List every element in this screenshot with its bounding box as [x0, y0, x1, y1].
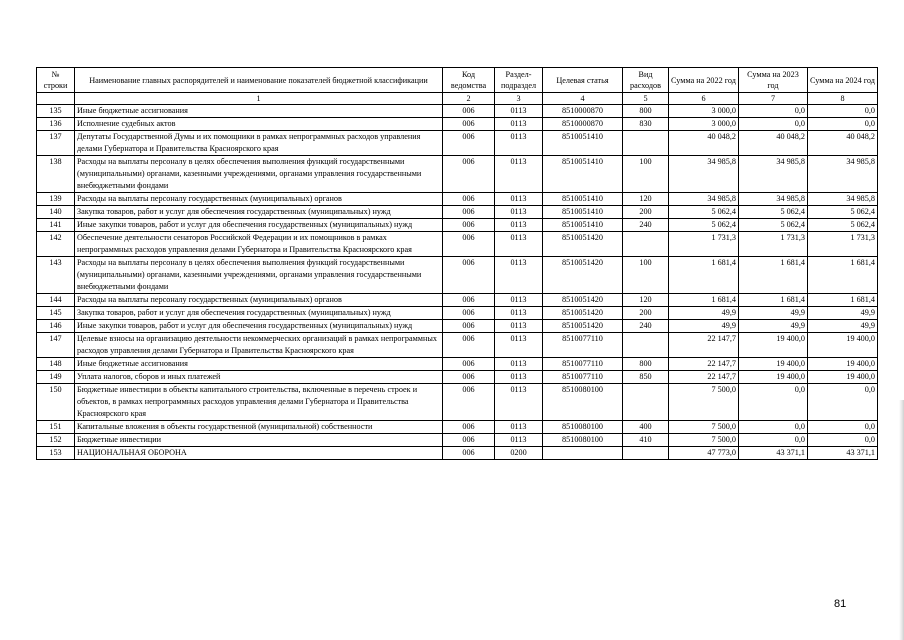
row-sum-2022: 40 048,2 — [669, 131, 739, 156]
row-section: 0113 — [495, 118, 543, 131]
row-section: 0113 — [495, 105, 543, 118]
row-number: 150 — [37, 384, 75, 421]
header-row — [37, 68, 878, 93]
row-expense-kind: 120 — [623, 294, 669, 307]
row-sum-2024: 1 681,4 — [808, 257, 878, 294]
header-sum-2022: Сумма на 2022 год — [669, 68, 739, 93]
row-name: Иные закупки товаров, работ и услуг для обеспечения государственных (муниципальных) нужд — [75, 320, 443, 333]
row-sum-2022: 1 731,3 — [669, 232, 739, 257]
column-number: 5 — [623, 93, 669, 105]
row-expense-kind: 100 — [623, 156, 669, 193]
table-row — [37, 294, 878, 307]
row-sum-2024: 5 062,4 — [808, 206, 878, 219]
row-target-article: 8510077110 — [543, 358, 623, 371]
row-target-article: 8510051420 — [543, 307, 623, 320]
row-dept-code: 006 — [443, 307, 495, 320]
table-row — [37, 434, 878, 447]
table-body — [37, 105, 878, 460]
row-dept-code: 006 — [443, 118, 495, 131]
row-section: 0113 — [495, 131, 543, 156]
row-sum-2022: 49,9 — [669, 320, 739, 333]
row-dept-code: 006 — [443, 358, 495, 371]
row-expense-kind: 240 — [623, 219, 669, 232]
row-sum-2023: 19 400,0 — [739, 333, 808, 358]
row-sum-2024: 0,0 — [808, 434, 878, 447]
row-expense-kind — [623, 333, 669, 358]
row-sum-2023: 34 985,8 — [739, 193, 808, 206]
header-sum-2023: Сумма на 2023 год — [739, 68, 808, 93]
row-section: 0113 — [495, 320, 543, 333]
row-number: 141 — [37, 219, 75, 232]
table-row — [37, 447, 878, 460]
header-article: Целевая статья — [543, 68, 623, 93]
row-expense-kind: 410 — [623, 434, 669, 447]
row-name: Иные бюджетные ассигнования — [75, 358, 443, 371]
table-row — [37, 358, 878, 371]
row-expense-kind — [623, 232, 669, 257]
row-sum-2024: 1 681,4 — [808, 294, 878, 307]
row-sum-2023: 1 681,4 — [739, 294, 808, 307]
row-target-article: 8510000870 — [543, 105, 623, 118]
row-dept-code: 006 — [443, 333, 495, 358]
row-target-article: 8510077110 — [543, 333, 623, 358]
row-sum-2022: 49,9 — [669, 307, 739, 320]
row-sum-2022: 34 985,8 — [669, 156, 739, 193]
row-sum-2022: 7 500,0 — [669, 384, 739, 421]
row-expense-kind: 800 — [623, 358, 669, 371]
column-number: 3 — [495, 93, 543, 105]
row-number: 153 — [37, 447, 75, 460]
row-section: 0113 — [495, 333, 543, 358]
row-dept-code: 006 — [443, 447, 495, 460]
row-name: Капитальные вложения в объекты государственной (муниципальной) собственности — [75, 421, 443, 434]
row-number: 148 — [37, 358, 75, 371]
row-dept-code: 006 — [443, 131, 495, 156]
row-target-article: 8510051420 — [543, 320, 623, 333]
table-row — [37, 257, 878, 294]
row-sum-2022: 34 985,8 — [669, 193, 739, 206]
table-row — [37, 333, 878, 358]
row-sum-2023: 1 731,3 — [739, 232, 808, 257]
row-target-article: 8510000870 — [543, 118, 623, 131]
row-sum-2023: 0,0 — [739, 118, 808, 131]
column-number — [37, 93, 75, 105]
row-number: 149 — [37, 371, 75, 384]
row-section: 0113 — [495, 206, 543, 219]
row-name: Депутаты Государственной Думы и их помощники в рамках непрограммных расходов управления делами Губернатора и Правительства Красноярского края — [75, 131, 443, 156]
row-dept-code: 006 — [443, 156, 495, 193]
row-number: 139 — [37, 193, 75, 206]
column-number: 2 — [443, 93, 495, 105]
row-number: 136 — [37, 118, 75, 131]
row-sum-2024: 49,9 — [808, 307, 878, 320]
table-row — [37, 206, 878, 219]
row-name: Расходы на выплаты персоналу государственных (муниципальных) органов — [75, 294, 443, 307]
row-sum-2023: 0,0 — [739, 105, 808, 118]
row-dept-code: 006 — [443, 320, 495, 333]
table-row — [37, 156, 878, 193]
row-dept-code: 006 — [443, 257, 495, 294]
row-sum-2023: 5 062,4 — [739, 219, 808, 232]
row-sum-2023: 0,0 — [739, 421, 808, 434]
table-row — [37, 421, 878, 434]
row-section: 0113 — [495, 371, 543, 384]
row-dept-code: 006 — [443, 294, 495, 307]
row-sum-2023: 49,9 — [739, 307, 808, 320]
row-dept-code: 006 — [443, 371, 495, 384]
row-name: НАЦИОНАЛЬНАЯ ОБОРОНА — [75, 447, 443, 460]
row-dept-code: 006 — [443, 232, 495, 257]
row-sum-2024: 5 062,4 — [808, 219, 878, 232]
budget-table — [36, 67, 878, 460]
row-sum-2022: 22 147,7 — [669, 358, 739, 371]
row-name: Иные закупки товаров, работ и услуг для обеспечения государственных (муниципальных) нужд — [75, 219, 443, 232]
row-name: Расходы на выплаты персоналу государственных (муниципальных) органов — [75, 193, 443, 206]
row-sum-2024: 19 400,0 — [808, 333, 878, 358]
table-row — [37, 384, 878, 421]
header-sum-2024: Сумма на 2024 год — [808, 68, 878, 93]
row-name: Расходы на выплаты персоналу в целях обеспечения выполнения функций государственными (муниципальными) органами, казенными учреждениями, органами управления государственными внебюджетными фондами — [75, 257, 443, 294]
header-code: Код ведомства — [443, 68, 495, 93]
row-target-article: 8510080100 — [543, 421, 623, 434]
row-sum-2022: 1 681,4 — [669, 294, 739, 307]
row-section: 0113 — [495, 358, 543, 371]
row-target-article: 8510080100 — [543, 384, 623, 421]
row-section: 0113 — [495, 384, 543, 421]
row-number: 140 — [37, 206, 75, 219]
row-number: 143 — [37, 257, 75, 294]
column-number: 4 — [543, 93, 623, 105]
row-section: 0113 — [495, 193, 543, 206]
row-expense-kind: 800 — [623, 105, 669, 118]
row-target-article: 8510051420 — [543, 294, 623, 307]
column-number: 8 — [808, 93, 878, 105]
row-name: Уплата налогов, сборов и иных платежей — [75, 371, 443, 384]
row-dept-code: 006 — [443, 219, 495, 232]
row-sum-2023: 5 062,4 — [739, 206, 808, 219]
row-name: Закупка товаров, работ и услуг для обеспечения государственных (муниципальных) нужд — [75, 307, 443, 320]
row-number: 137 — [37, 131, 75, 156]
row-target-article — [543, 447, 623, 460]
row-dept-code: 006 — [443, 193, 495, 206]
row-section: 0113 — [495, 156, 543, 193]
row-name: Исполнение судебных актов — [75, 118, 443, 131]
row-name: Иные бюджетные ассигнования — [75, 105, 443, 118]
row-expense-kind: 100 — [623, 257, 669, 294]
row-dept-code: 006 — [443, 434, 495, 447]
row-expense-kind: 240 — [623, 320, 669, 333]
row-number: 135 — [37, 105, 75, 118]
row-sum-2022: 5 062,4 — [669, 206, 739, 219]
row-sum-2024: 0,0 — [808, 384, 878, 421]
row-target-article: 8510051410 — [543, 219, 623, 232]
row-name: Расходы на выплаты персоналу в целях обеспечения выполнения функций государственными (муниципальными) органами, казенными учреждениями, органами управления государственными внебюджетными фондами — [75, 156, 443, 193]
row-target-article: 8510051410 — [543, 156, 623, 193]
header-no: № строки — [37, 68, 75, 93]
column-number-row — [37, 93, 878, 105]
row-sum-2023: 40 048,2 — [739, 131, 808, 156]
row-sum-2022: 5 062,4 — [669, 219, 739, 232]
row-sum-2024: 19 400,0 — [808, 371, 878, 384]
table-row — [37, 307, 878, 320]
row-name: Целевые взносы на организацию деятельности некоммерческих организаций в рамках непрограммных расходов управления делами Губернатора и Правительства Красноярского края — [75, 333, 443, 358]
row-expense-kind: 200 — [623, 307, 669, 320]
row-sum-2023: 0,0 — [739, 434, 808, 447]
row-section: 0200 — [495, 447, 543, 460]
row-dept-code: 006 — [443, 206, 495, 219]
row-section: 0113 — [495, 232, 543, 257]
row-sum-2024: 40 048,2 — [808, 131, 878, 156]
scan-edge-shadow — [899, 400, 904, 640]
row-sum-2023: 1 681,4 — [739, 257, 808, 294]
row-dept-code: 006 — [443, 384, 495, 421]
row-expense-kind: 850 — [623, 371, 669, 384]
row-name: Бюджетные инвестиции — [75, 434, 443, 447]
row-number: 146 — [37, 320, 75, 333]
row-sum-2024: 19 400,0 — [808, 358, 878, 371]
row-target-article: 8510051420 — [543, 257, 623, 294]
row-sum-2023: 34 985,8 — [739, 156, 808, 193]
row-sum-2022: 3 000,0 — [669, 118, 739, 131]
row-dept-code: 006 — [443, 105, 495, 118]
row-sum-2022: 3 000,0 — [669, 105, 739, 118]
column-number: 6 — [669, 93, 739, 105]
row-expense-kind — [623, 131, 669, 156]
row-name: Закупка товаров, работ и услуг для обеспечения государственных (муниципальных) нужд — [75, 206, 443, 219]
row-sum-2022: 7 500,0 — [669, 434, 739, 447]
row-number: 142 — [37, 232, 75, 257]
row-expense-kind: 200 — [623, 206, 669, 219]
table-row — [37, 105, 878, 118]
row-sum-2022: 47 773,0 — [669, 447, 739, 460]
row-sum-2024: 1 731,3 — [808, 232, 878, 257]
table-row — [37, 131, 878, 156]
row-dept-code: 006 — [443, 421, 495, 434]
row-section: 0113 — [495, 257, 543, 294]
row-expense-kind: 400 — [623, 421, 669, 434]
row-sum-2023: 43 371,1 — [739, 447, 808, 460]
row-section: 0113 — [495, 294, 543, 307]
row-number: 151 — [37, 421, 75, 434]
row-name: Бюджетные инвестиции в объекты капитального строительства, включенные в перечень строек и объектов, в рамках непрограммных расходов управления делами Губернатора и Правительства Красноярского края — [75, 384, 443, 421]
row-expense-kind — [623, 384, 669, 421]
row-sum-2022: 1 681,4 — [669, 257, 739, 294]
table-row — [37, 118, 878, 131]
row-sum-2022: 7 500,0 — [669, 421, 739, 434]
page-number: 81 — [834, 598, 847, 610]
table-row — [37, 232, 878, 257]
row-sum-2023: 19 400,0 — [739, 358, 808, 371]
row-sum-2024: 0,0 — [808, 421, 878, 434]
row-sum-2024: 34 985,8 — [808, 156, 878, 193]
row-sum-2022: 22 147,7 — [669, 333, 739, 358]
row-target-article: 8510051410 — [543, 193, 623, 206]
row-section: 0113 — [495, 307, 543, 320]
row-section: 0113 — [495, 434, 543, 447]
column-number: 7 — [739, 93, 808, 105]
row-number: 138 — [37, 156, 75, 193]
header-name: Наименование главных распорядителей и наименование показателей бюджетной классификации — [75, 68, 443, 93]
table-row — [37, 193, 878, 206]
row-target-article: 8510051410 — [543, 131, 623, 156]
header-kind: Вид расходов — [623, 68, 669, 93]
table-row — [37, 320, 878, 333]
row-target-article: 8510080100 — [543, 434, 623, 447]
row-expense-kind: 830 — [623, 118, 669, 131]
row-section: 0113 — [495, 219, 543, 232]
row-target-article: 8510051420 — [543, 232, 623, 257]
row-number: 145 — [37, 307, 75, 320]
row-sum-2022: 22 147,7 — [669, 371, 739, 384]
row-sum-2024: 49,9 — [808, 320, 878, 333]
row-sum-2024: 43 371,1 — [808, 447, 878, 460]
row-target-article: 8510051410 — [543, 206, 623, 219]
row-sum-2023: 0,0 — [739, 384, 808, 421]
row-number: 152 — [37, 434, 75, 447]
row-target-article: 8510077110 — [543, 371, 623, 384]
row-sum-2024: 34 985,8 — [808, 193, 878, 206]
row-name: Обеспечение деятельности сенаторов Российской Федерации и их помощников в рамках непрограммных расходов управления делами Губернатора и Правительства Красноярского края — [75, 232, 443, 257]
column-number: 1 — [75, 93, 443, 105]
row-expense-kind — [623, 447, 669, 460]
table-row — [37, 219, 878, 232]
row-number: 144 — [37, 294, 75, 307]
row-sum-2023: 19 400,0 — [739, 371, 808, 384]
header-section: Раздел-подраздел — [495, 68, 543, 93]
row-sum-2023: 49,9 — [739, 320, 808, 333]
row-sum-2024: 0,0 — [808, 105, 878, 118]
table-row — [37, 371, 878, 384]
row-section: 0113 — [495, 421, 543, 434]
row-number: 147 — [37, 333, 75, 358]
row-sum-2024: 0,0 — [808, 118, 878, 131]
row-expense-kind: 120 — [623, 193, 669, 206]
